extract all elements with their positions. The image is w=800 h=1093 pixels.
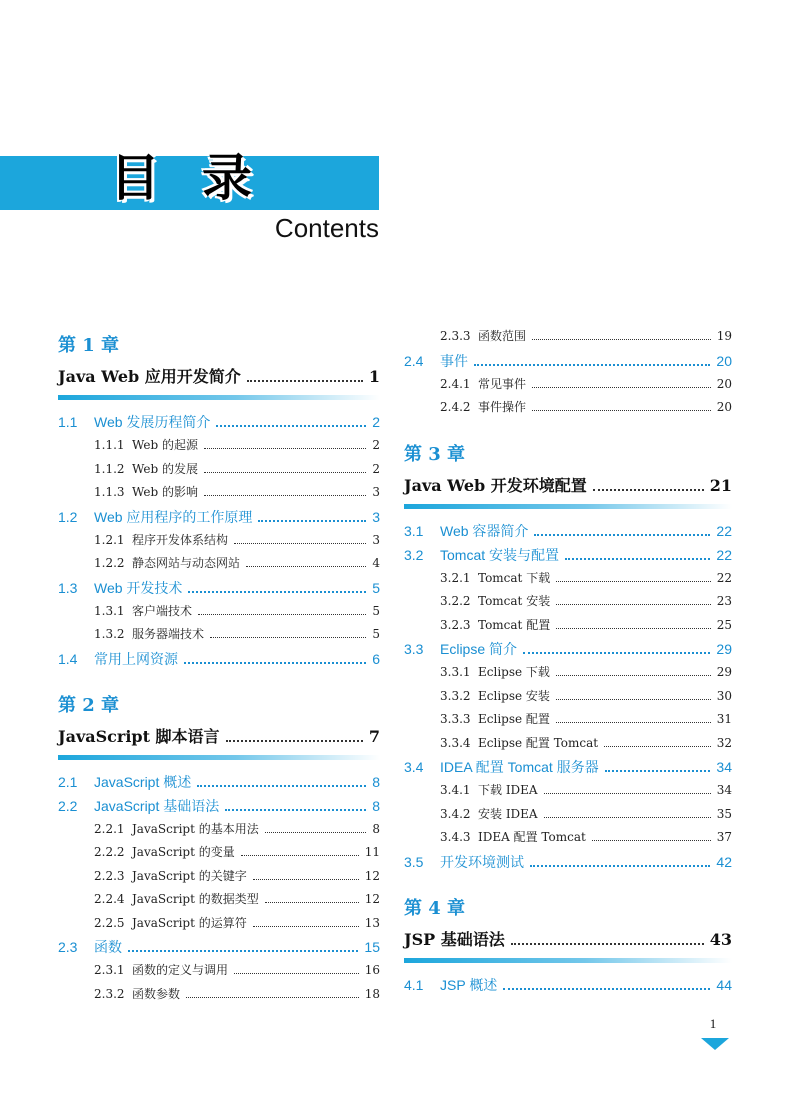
chapter-rule: [58, 395, 380, 400]
leader-dots: [186, 997, 359, 998]
entry-title: JavaScript 的基本用法: [132, 821, 259, 836]
leader-dots: [565, 558, 710, 560]
entry-title: Web 开发技术: [94, 579, 183, 596]
entry-title: Web 应用程序的工作原理: [94, 508, 253, 525]
leader-dots: [253, 879, 359, 880]
chapter-title: JSP 基础语法: [404, 929, 505, 949]
entry-number: 1.2.2: [94, 556, 125, 570]
subsection-entry[interactable]: [58, 458, 380, 482]
entry-page: 5: [372, 603, 380, 618]
entry-title: IDEA 配置 Tomcat 服务器: [440, 759, 599, 775]
subsection-entry[interactable]: [58, 623, 380, 647]
subsection-entry[interactable]: [58, 434, 380, 458]
entry-number: 1.1: [58, 414, 78, 430]
subsection-entry[interactable]: [404, 661, 732, 685]
leader-dots: [556, 581, 711, 582]
entry-title: Eclipse 安装: [478, 688, 550, 703]
leader-dots: [226, 740, 363, 742]
chapter-rule: [404, 958, 732, 963]
down-arrow-icon: [701, 1038, 729, 1050]
entry-title: Web 容器简介: [440, 522, 529, 539]
entry-title: 开发环境测试: [440, 853, 524, 870]
leader-dots: [532, 387, 711, 388]
leader-dots: [210, 637, 366, 638]
section-entry[interactable]: [404, 519, 732, 543]
section-entry[interactable]: [404, 543, 732, 567]
entry-page: 20: [716, 400, 732, 414]
subsection-entry[interactable]: [404, 803, 732, 827]
entry-page: 3: [372, 485, 380, 499]
entry-title: 静态网站与动态网站: [132, 556, 241, 570]
leader-dots: [246, 566, 366, 567]
chapter-label: 第 3 章: [404, 443, 466, 465]
leader-dots: [197, 785, 366, 787]
leader-dots: [556, 699, 711, 700]
entry-number: 2.4.1: [440, 376, 471, 391]
subsection-entry[interactable]: [58, 600, 380, 624]
entry-page: 42: [716, 853, 732, 870]
section-entry[interactable]: [58, 576, 380, 600]
entry-title: 函数范围: [478, 329, 527, 343]
spacer: [404, 874, 732, 888]
entry-number: 1.2: [58, 508, 78, 525]
leader-dots: [532, 339, 711, 340]
entry-number: 2.4.2: [440, 400, 471, 414]
entry-title: Tomcat 安装与配置: [440, 546, 560, 563]
subsection-entry[interactable]: [58, 841, 380, 865]
section-entry[interactable]: [58, 505, 380, 529]
entry-page: 3: [372, 508, 380, 525]
entry-number: 1.3.1: [94, 603, 125, 618]
entry-title: Eclipse 配置 Tomcat: [478, 735, 599, 750]
entry-number: 1.1.1: [94, 438, 125, 452]
chapter-title: JavaScript 脚本语言: [58, 726, 220, 746]
subsection-entry[interactable]: [404, 396, 732, 420]
subsection-entry[interactable]: [404, 567, 732, 591]
entry-title: Web 发展历程简介: [94, 414, 211, 430]
entry-number: 1.2.1: [94, 532, 125, 547]
subsection-entry[interactable]: [404, 590, 732, 614]
subsection-entry[interactable]: [58, 959, 380, 983]
chapter-page: 21: [709, 475, 732, 495]
entry-title: Tomcat 配置: [478, 617, 551, 632]
leader-dots: [593, 489, 704, 491]
chapter-page: 1: [368, 367, 380, 386]
entry-number: 4.1: [404, 976, 424, 993]
subsection-entry[interactable]: [58, 865, 380, 889]
leader-dots: [544, 793, 711, 794]
leader-dots: [247, 380, 363, 382]
entry-page: 25: [716, 617, 732, 632]
entry-number: 3.3.3: [440, 712, 471, 726]
entry-number: 2.2.1: [94, 821, 125, 836]
entry-page: 5: [372, 579, 380, 596]
leader-dots: [216, 425, 366, 427]
entry-number: 3.2.2: [440, 594, 471, 608]
chapter-title: Java Web 开发环境配置: [404, 475, 587, 495]
entry-page: 20: [716, 376, 732, 391]
entry-page: 19: [716, 329, 732, 343]
entry-title: JavaScript 的变量: [132, 845, 235, 859]
entry-title: 安装 IDEA: [478, 806, 538, 821]
entry-number: 1.1.3: [94, 485, 125, 499]
page-subtitle: Contents: [274, 213, 379, 243]
entry-number: 3.2.3: [440, 617, 471, 632]
leader-dots: [225, 809, 366, 811]
entry-page: 5: [372, 627, 380, 641]
subsection-entry[interactable]: [404, 373, 732, 397]
entry-title: Tomcat 下载: [478, 570, 551, 585]
leader-dots: [511, 943, 704, 945]
entry-number: 3.3: [404, 641, 424, 657]
entry-page: 8: [372, 773, 380, 790]
entry-number: 2.1: [58, 773, 78, 790]
entry-page: 2: [372, 461, 380, 476]
page-number: 1: [709, 1016, 717, 1031]
entry-title: JavaScript 的关键字: [132, 868, 247, 883]
leader-dots: [523, 652, 710, 654]
entry-page: 11: [364, 845, 380, 859]
entry-title: Web 的影响: [132, 485, 198, 499]
leader-dots: [184, 662, 366, 664]
entry-number: 2.2: [58, 797, 78, 814]
chapter-entry[interactable]: [58, 359, 380, 395]
entry-number: 3.1: [404, 522, 424, 539]
chapter-entry[interactable]: [404, 468, 732, 504]
entry-number: 3.4: [404, 759, 424, 775]
entry-number: 2.3.2: [94, 986, 125, 1001]
chapter-rule: [404, 504, 732, 509]
entry-title: 事件操作: [478, 400, 527, 414]
entry-page: 34: [716, 783, 732, 797]
section-entry[interactable]: [58, 647, 380, 671]
spacer: [58, 671, 380, 685]
chapter-rule: [58, 755, 380, 760]
entry-number: 2.2.4: [94, 892, 125, 906]
entry-page: 18: [364, 986, 380, 1001]
entry-page: 30: [716, 688, 732, 703]
entry-title: JavaScript 的数据类型: [132, 892, 259, 906]
entry-number: 2.4: [404, 352, 424, 369]
entry-page: 13: [364, 915, 380, 930]
entry-number: 3.4.1: [440, 783, 471, 797]
section-entry[interactable]: [58, 794, 380, 818]
entry-page: 29: [716, 641, 732, 657]
entry-page: 35: [716, 806, 732, 821]
entry-title: 服务器端技术: [132, 627, 205, 641]
leader-dots: [534, 534, 710, 536]
leader-dots: [605, 770, 711, 772]
entry-page: 12: [364, 892, 380, 906]
chapter-page: 43: [709, 929, 732, 949]
entry-page: 23: [716, 594, 732, 608]
leader-dots: [258, 520, 366, 522]
subsection-entry[interactable]: [404, 685, 732, 709]
entry-number: 2.3.1: [94, 963, 125, 977]
entry-number: 3.4.2: [440, 806, 471, 821]
toc-column-left: [58, 325, 380, 1006]
entry-title: 函数: [94, 939, 122, 955]
entry-page: 15: [364, 939, 380, 955]
leader-dots: [556, 604, 711, 605]
page-title: 目录: [110, 149, 294, 207]
entry-title: 常见事件: [478, 376, 527, 391]
section-entry[interactable]: [404, 637, 732, 661]
entry-title: Eclipse 简介: [440, 641, 518, 657]
entry-page: 3: [372, 532, 380, 547]
entry-page: 4: [372, 556, 380, 570]
entry-page: 29: [716, 665, 732, 679]
entry-number: 1.3.2: [94, 627, 125, 641]
leader-dots: [556, 628, 711, 629]
chapter-entry[interactable]: [58, 719, 380, 755]
entry-number: 2.3: [58, 939, 78, 955]
entry-title: Eclipse 配置: [478, 712, 550, 726]
leader-dots: [474, 364, 710, 366]
entry-page: 22: [716, 522, 732, 539]
subsection-entry[interactable]: [58, 983, 380, 1007]
entry-page: 34: [716, 759, 732, 775]
section-entry[interactable]: [58, 935, 380, 959]
entry-number: 3.2.1: [440, 570, 471, 585]
subsection-entry[interactable]: [404, 614, 732, 638]
leader-dots: [198, 614, 366, 615]
entry-number: 3.3.1: [440, 665, 471, 679]
leader-dots: [265, 902, 359, 903]
section-entry[interactable]: [58, 410, 380, 434]
chapter-label: 第 2 章: [58, 694, 120, 716]
subsection-entry[interactable]: [404, 826, 732, 850]
entry-title: Web 的发展: [132, 461, 198, 476]
entry-title: 下载 IDEA: [478, 783, 538, 797]
leader-dots: [544, 817, 711, 818]
entry-title: Web 的起源: [132, 438, 198, 452]
chapter-label: 第 1 章: [58, 335, 120, 356]
subsection-entry[interactable]: [404, 708, 732, 732]
section-entry[interactable]: [404, 850, 732, 874]
leader-dots: [604, 746, 711, 747]
entry-page: 31: [716, 712, 732, 726]
subsection-entry[interactable]: [58, 912, 380, 936]
entry-title: Tomcat 安装: [478, 594, 551, 608]
subsection-entry[interactable]: [58, 552, 380, 576]
entry-title: JavaScript 基础语法: [94, 797, 220, 814]
entry-page: 8: [372, 821, 380, 836]
chapter-entry[interactable]: [404, 922, 732, 958]
subsection-entry[interactable]: [404, 779, 732, 803]
entry-page: 6: [372, 650, 380, 667]
entry-number: 2.2.5: [94, 915, 125, 930]
entry-number: 1.4: [58, 650, 78, 667]
subsection-entry[interactable]: [58, 529, 380, 553]
entry-page: 22: [716, 570, 732, 585]
leader-dots: [188, 591, 366, 593]
leader-dots: [532, 410, 711, 411]
leader-dots: [503, 988, 710, 990]
spacer: [404, 420, 732, 434]
entry-page: 44: [716, 976, 732, 993]
entry-title: JavaScript 概述: [94, 773, 192, 790]
entry-page: 37: [716, 830, 732, 844]
leader-dots: [265, 832, 367, 833]
entry-title: 常用上网资源: [94, 650, 178, 667]
entry-title: 函数参数: [132, 986, 181, 1001]
entry-page: 8: [372, 797, 380, 814]
entry-number: 1.1.2: [94, 461, 125, 476]
entry-number: 2.3.3: [440, 329, 471, 343]
entry-title: 客户端技术: [132, 603, 193, 618]
entry-number: 3.4.3: [440, 830, 471, 844]
leader-dots: [253, 926, 359, 927]
leader-dots: [556, 675, 711, 676]
leader-dots: [204, 448, 366, 449]
chapter-label: 第 4 章: [404, 897, 466, 919]
entry-number: 3.3.2: [440, 688, 471, 703]
chapter-title: Java Web 应用开发简介: [58, 367, 241, 386]
entry-number: 1.3: [58, 579, 78, 596]
section-entry[interactable]: [404, 973, 732, 997]
entry-title: JSP 概述: [440, 976, 498, 993]
leader-dots: [204, 472, 366, 473]
entry-page: 22: [716, 546, 732, 563]
toc-column-right: [404, 325, 732, 997]
entry-page: 32: [716, 735, 732, 750]
section-entry[interactable]: [58, 770, 380, 794]
leader-dots: [592, 840, 711, 841]
entry-number: 2.2.2: [94, 845, 125, 859]
entry-number: 2.2.3: [94, 868, 125, 883]
entry-page: 2: [372, 414, 380, 430]
section-entry[interactable]: [404, 349, 732, 373]
entry-number: 3.2: [404, 546, 424, 563]
entry-title: 程序开发体系结构: [132, 532, 229, 547]
entry-page: 2: [372, 438, 380, 452]
leader-dots: [234, 973, 359, 974]
leader-dots: [530, 865, 710, 867]
leader-dots: [556, 722, 711, 723]
entry-title: 事件: [440, 352, 468, 369]
subsection-entry[interactable]: [58, 818, 380, 842]
entry-title: IDEA 配置 Tomcat: [478, 830, 586, 844]
entry-title: Eclipse 下载: [478, 665, 550, 679]
entry-title: JavaScript 的运算符: [132, 915, 247, 930]
leader-dots: [241, 855, 359, 856]
leader-dots: [234, 543, 366, 544]
entry-page: 20: [716, 352, 732, 369]
section-entry[interactable]: [404, 755, 732, 779]
leader-dots: [204, 495, 366, 496]
entry-title: 函数的定义与调用: [132, 963, 229, 977]
subsection-entry[interactable]: [404, 732, 732, 756]
subsection-entry[interactable]: [58, 888, 380, 912]
leader-dots: [128, 950, 358, 952]
chapter-page: 7: [368, 726, 380, 746]
subsection-entry[interactable]: [404, 325, 732, 349]
subsection-entry[interactable]: [58, 481, 380, 505]
entry-page: 16: [364, 963, 380, 977]
entry-page: 12: [364, 868, 380, 883]
entry-number: 3.3.4: [440, 735, 471, 750]
entry-number: 3.5: [404, 853, 424, 870]
